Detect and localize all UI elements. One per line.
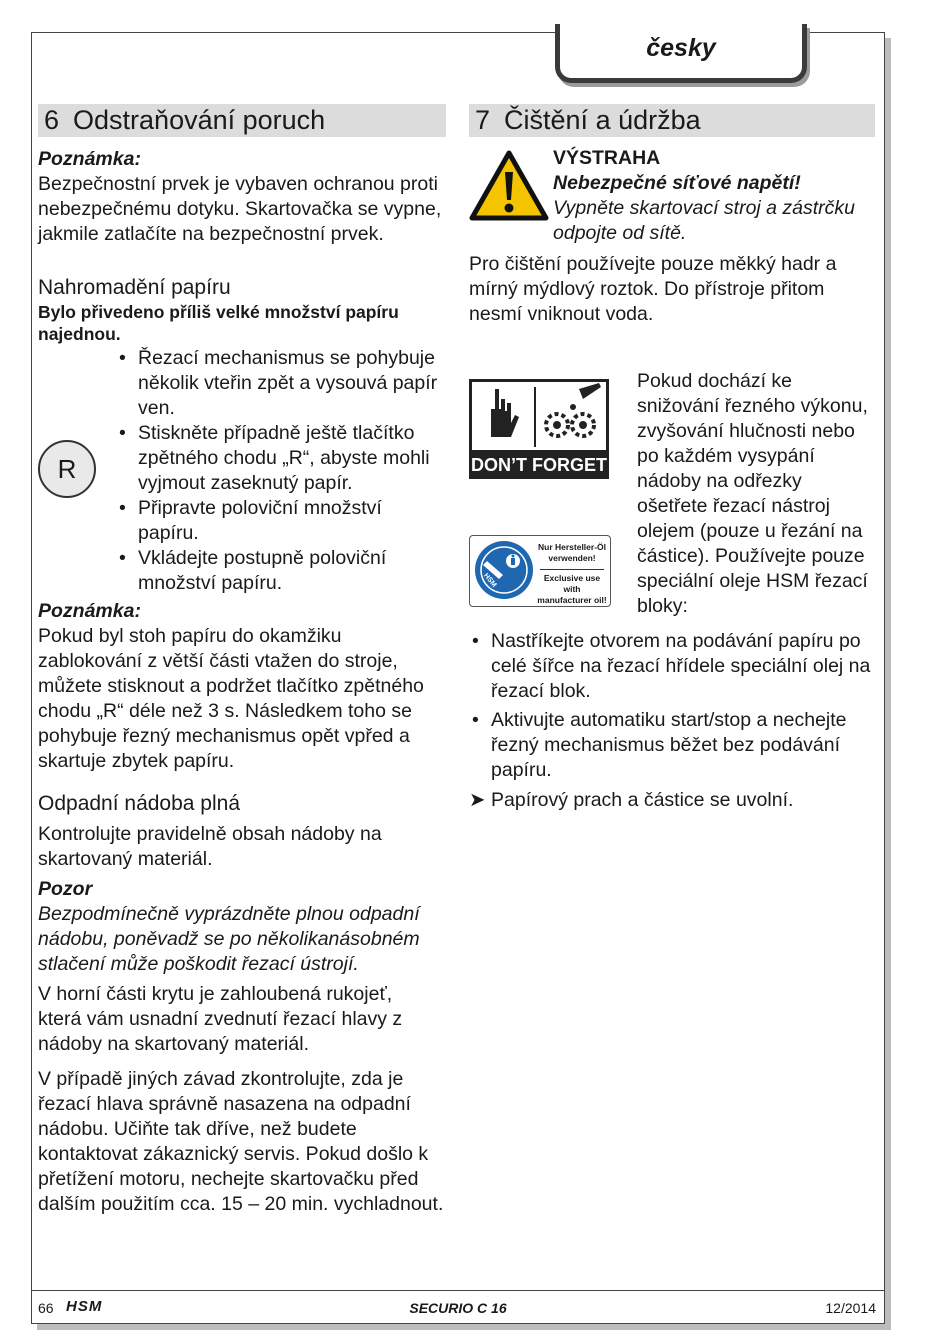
caution-label: Pozor: [38, 878, 93, 900]
reverse-button-label: R: [57, 454, 77, 484]
handle-text: V horní části krytu je zahloubená rukojeť, která vám usnadní zvednutí řezací hlavy z nádoby na skartovaný materiál.: [38, 983, 403, 1055]
warning-triangle-icon: [469, 150, 549, 222]
hand-gears-icon: [469, 379, 609, 453]
section-number: 6: [44, 105, 60, 135]
oil-sticker-line: Nur Hersteller-Öl: [537, 542, 607, 552]
list-item: • Řezací mechanismus se pohybuje několik vteřin zpět a vysouvá papír ven.: [116, 346, 446, 421]
bin-full-heading: Odpadní nádoba plná: [38, 792, 241, 815]
arrow-right-icon: ➤: [469, 789, 486, 811]
oil-block: [469, 370, 875, 619]
document-date: 12/2014: [825, 1300, 876, 1316]
cleaning-text: Pro čištění používejte pouze měkký hadr a mírný mýdlový roztok. Do přístroje přitom nesmí vniknout voda.: [469, 253, 837, 325]
paper-jam-steps: [116, 346, 446, 596]
oil-sticker-brand: HSM: [482, 572, 498, 589]
section-number: 7: [475, 105, 491, 135]
list-item: • Vkládejte postupně poloviční množství papíru.: [116, 546, 446, 596]
list-item: • Aktivujte automatiku start/stop a nechejte řezný mechanismus běžet bez podávání papíru.: [469, 708, 875, 783]
caution-text: Bezpodmínečně vyprázdněte plnou odpadní nádobu, poněvadž se po několikanásobném stlačení může poškodit řezací ústrojí.: [38, 903, 420, 975]
section-6-heading: [38, 104, 446, 137]
oil-sticker-text: [536, 542, 608, 606]
model-name: SECURIO C 16: [409, 1300, 507, 1316]
result-text: Papírový prach a částice se uvolní.: [491, 789, 794, 811]
left-column: [38, 104, 446, 1217]
note-label: Poznámka:: [38, 148, 141, 170]
paper-jam-heading: Nahromadění papíru: [38, 276, 231, 299]
note-text: Bezpečnostní prvek je vybaven ochranou proti nebezpečnému dotyku. Skartovačka se vypne, jakmile zatlačíte na bezpečnostní prvek.: [38, 173, 442, 245]
list-item: • Nastříkejte otvorem na podávání papíru po celé šířce na řezací hřídele speciální olej na řezací blok.: [469, 629, 875, 704]
language-tab: [555, 24, 807, 83]
section-title: Čištění a údržba: [504, 105, 701, 135]
oil-sticker-line: verwenden!: [548, 553, 596, 563]
note-label: Poznámka:: [38, 600, 141, 622]
page-number: 66: [38, 1300, 54, 1316]
right-column: [469, 104, 875, 813]
warning-label: VÝSTRAHA: [553, 147, 661, 169]
result-line: [469, 788, 875, 813]
dont-forget-label: DON’T FORGET: [471, 455, 607, 475]
warning-text: Vypněte skartovací stroj a zástrčku odpojte od sítě.: [553, 197, 856, 244]
bin-full-text: Kontrolujte pravidelně obsah nádoby na skartovaný materiál.: [38, 823, 382, 870]
other-faults-text: V případě jiných závad zkontrolujte, zda je řezací hlava správně nasazena na odpadní nádobu. Učiňte tak dříve, než budete kontaktovat zákaznický servis. Pokud došlo k přetížení motoru, nechejte skartovačku před dalším použitím cca. 15 – 20 min. vychladnout.: [38, 1068, 444, 1215]
warning-block: [469, 146, 875, 246]
note-text: Pokud byl stoh papíru do okamžiku zablokování z větší části vtažen do stroje, můžete stisknout a podržet tlačítko zpětného chodu „R“ déle než 3 s. Následkem toho se pohybuje řezný mechanismus opět vpřed a skartuje zbytek papíru.: [38, 625, 424, 772]
paper-jam-cause: Bylo přivedeno příliš velké množství papíru najednou.: [38, 302, 399, 344]
section-title: Odstraňování poruch: [73, 105, 326, 135]
page-footer: [32, 1290, 884, 1323]
oil-sticker-line: Exclusive use with: [543, 573, 601, 594]
language-label: česky: [646, 34, 716, 62]
list-item: • Stiskněte případně ještě tlačítko zpětného chodu „R“, abyste mohli vyjmout zaseknutý papír.: [116, 421, 446, 496]
list-item: • Připravte poloviční množství papíru.: [116, 496, 446, 546]
oil-icons: [469, 375, 611, 619]
dont-forget-icon: [469, 379, 609, 479]
oil-sticker-line: manufacturer oil!: [537, 595, 607, 605]
oil-sticker: [469, 535, 611, 607]
reverse-button-symbol: [38, 440, 96, 498]
brand-logo: HSM: [66, 1298, 103, 1315]
section-7-heading: [469, 104, 875, 137]
oil-text: Pokud dochází ke snižování řezného výkonu, zvyšování hlučnosti nebo po každém vysypání nádoby na odřezky ošetřete řezací nástroj olejem (pouze u řezání na částice). Používejte pouze speciální oleje HSM řezací bloky:: [637, 370, 868, 617]
oil-steps: [469, 629, 875, 783]
warning-bold: Nebezpečné síťové napětí!: [553, 172, 801, 194]
